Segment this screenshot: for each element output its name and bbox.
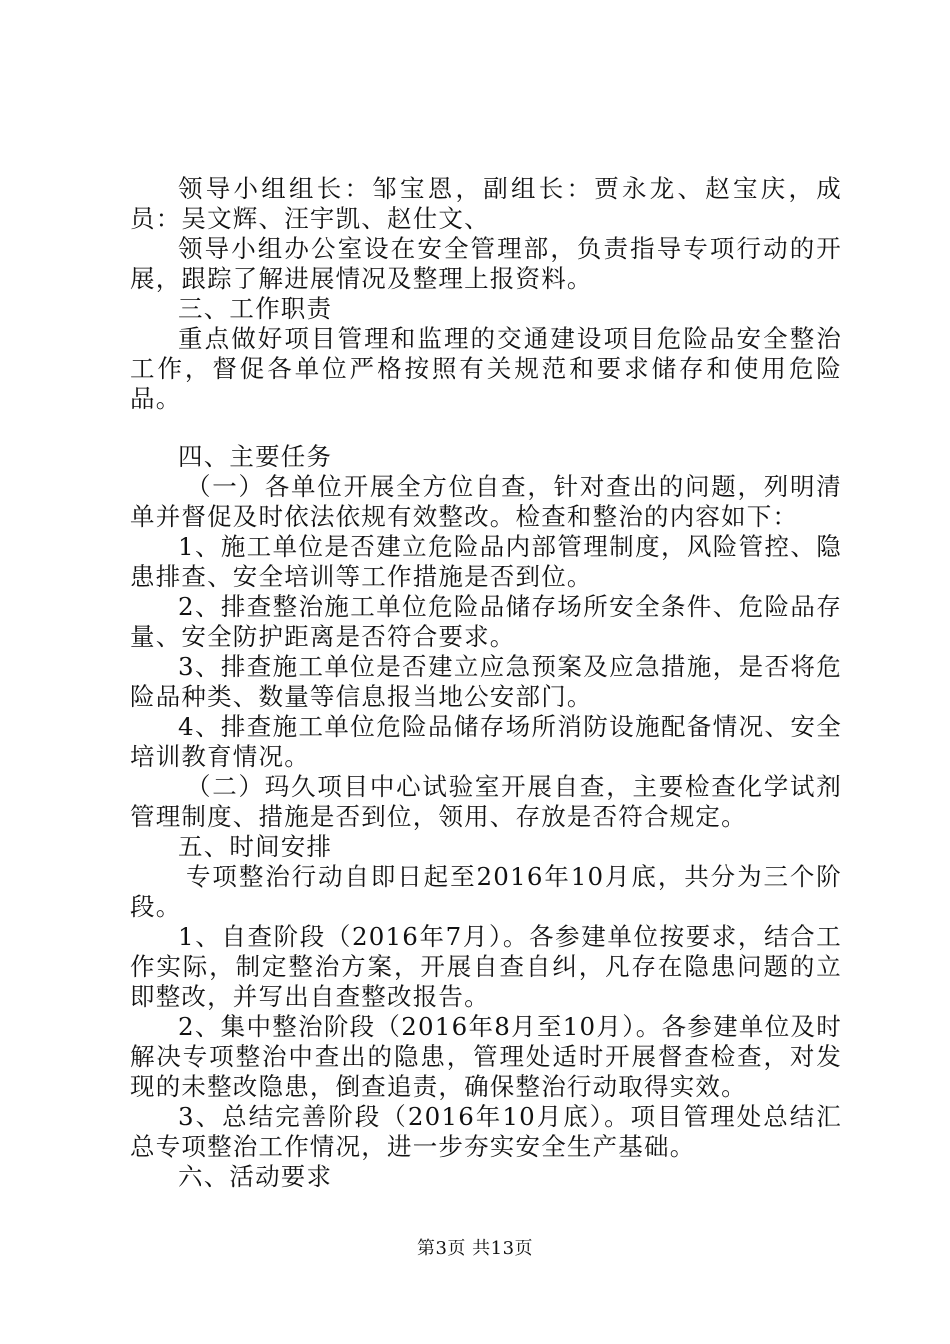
section-heading-tasks: 四、主要任务 <box>178 442 333 471</box>
section-heading-duties: 三、工作职责 <box>178 294 333 323</box>
paragraph-check-item-1: 1、施工单位是否建立危险品内部管理制度，风险管控、隐患排查、安全培训等工作措施是否到位。 <box>130 532 842 591</box>
paragraph-stage-1: 1、自查阶段（2016年7月）。各参建单位按要求，结合工作实际，制定整治方案，开展自查自纠，凡存在隐患问题的立即整改，并写出自查整改报告。 <box>130 922 842 1011</box>
page-number-footer: 第3页 共13页 <box>416 1238 534 1259</box>
paragraph-task-one: （一）各单位开展全方位自查，针对查出的问题，列明清单并督促及时依法依规有效整改。检查和整治的内容如下： <box>130 472 842 531</box>
paragraph-duties: 重点做好项目管理和监理的交通建设项目危险品安全整治工作，督促各单位严格按照有关规范和要求储存和使用危险品。 <box>130 324 842 413</box>
document-body <box>130 174 842 1192</box>
section-heading-schedule: 五、时间安排 <box>178 832 333 861</box>
paragraph-stage-3: 3、总结完善阶段（2016年10月底）。项目管理处总结汇总专项整治工作情况，进一步夯实安全生产基础。 <box>130 1102 842 1161</box>
paragraph-leadership-members: 领导小组组长：邹宝恩，副组长：贾永龙、赵宝庆，成员：吴文辉、汪宇凯、赵仕文、 <box>130 174 842 233</box>
paragraph-check-item-3: 3、排查施工单位是否建立应急预案及应急措施，是否将危险品种类、数量等信息报当地公安部门。 <box>130 652 842 711</box>
paragraph-check-item-2: 2、排查整治施工单位危险品储存场所安全条件、危险品存量、安全防护距离是否符合要求。 <box>130 592 842 651</box>
paragraph-schedule-intro: 专项整治行动自即日起至2016年10月底，共分为三个阶段。 <box>130 862 842 921</box>
paragraph-check-item-4: 4、排查施工单位危险品储存场所消防设施配备情况、安全培训教育情况。 <box>130 712 842 771</box>
paragraph-task-two: （二）玛久项目中心试验室开展自查，主要检查化学试剂管理制度、措施是否到位，领用、存放是否符合规定。 <box>130 772 842 831</box>
paragraph-office: 领导小组办公室设在安全管理部，负责指导专项行动的开展，跟踪了解进展情况及整理上报资料。 <box>130 234 842 293</box>
paragraph-stage-2: 2、集中整治阶段（2016年8月至10月）。各参建单位及时解决专项整治中查出的隐患，管理处适时开展督查检查，对发现的未整改隐患，倒查追责，确保整治行动取得实效。 <box>130 1012 842 1101</box>
section-heading-requirements: 六、活动要求 <box>178 1162 333 1191</box>
